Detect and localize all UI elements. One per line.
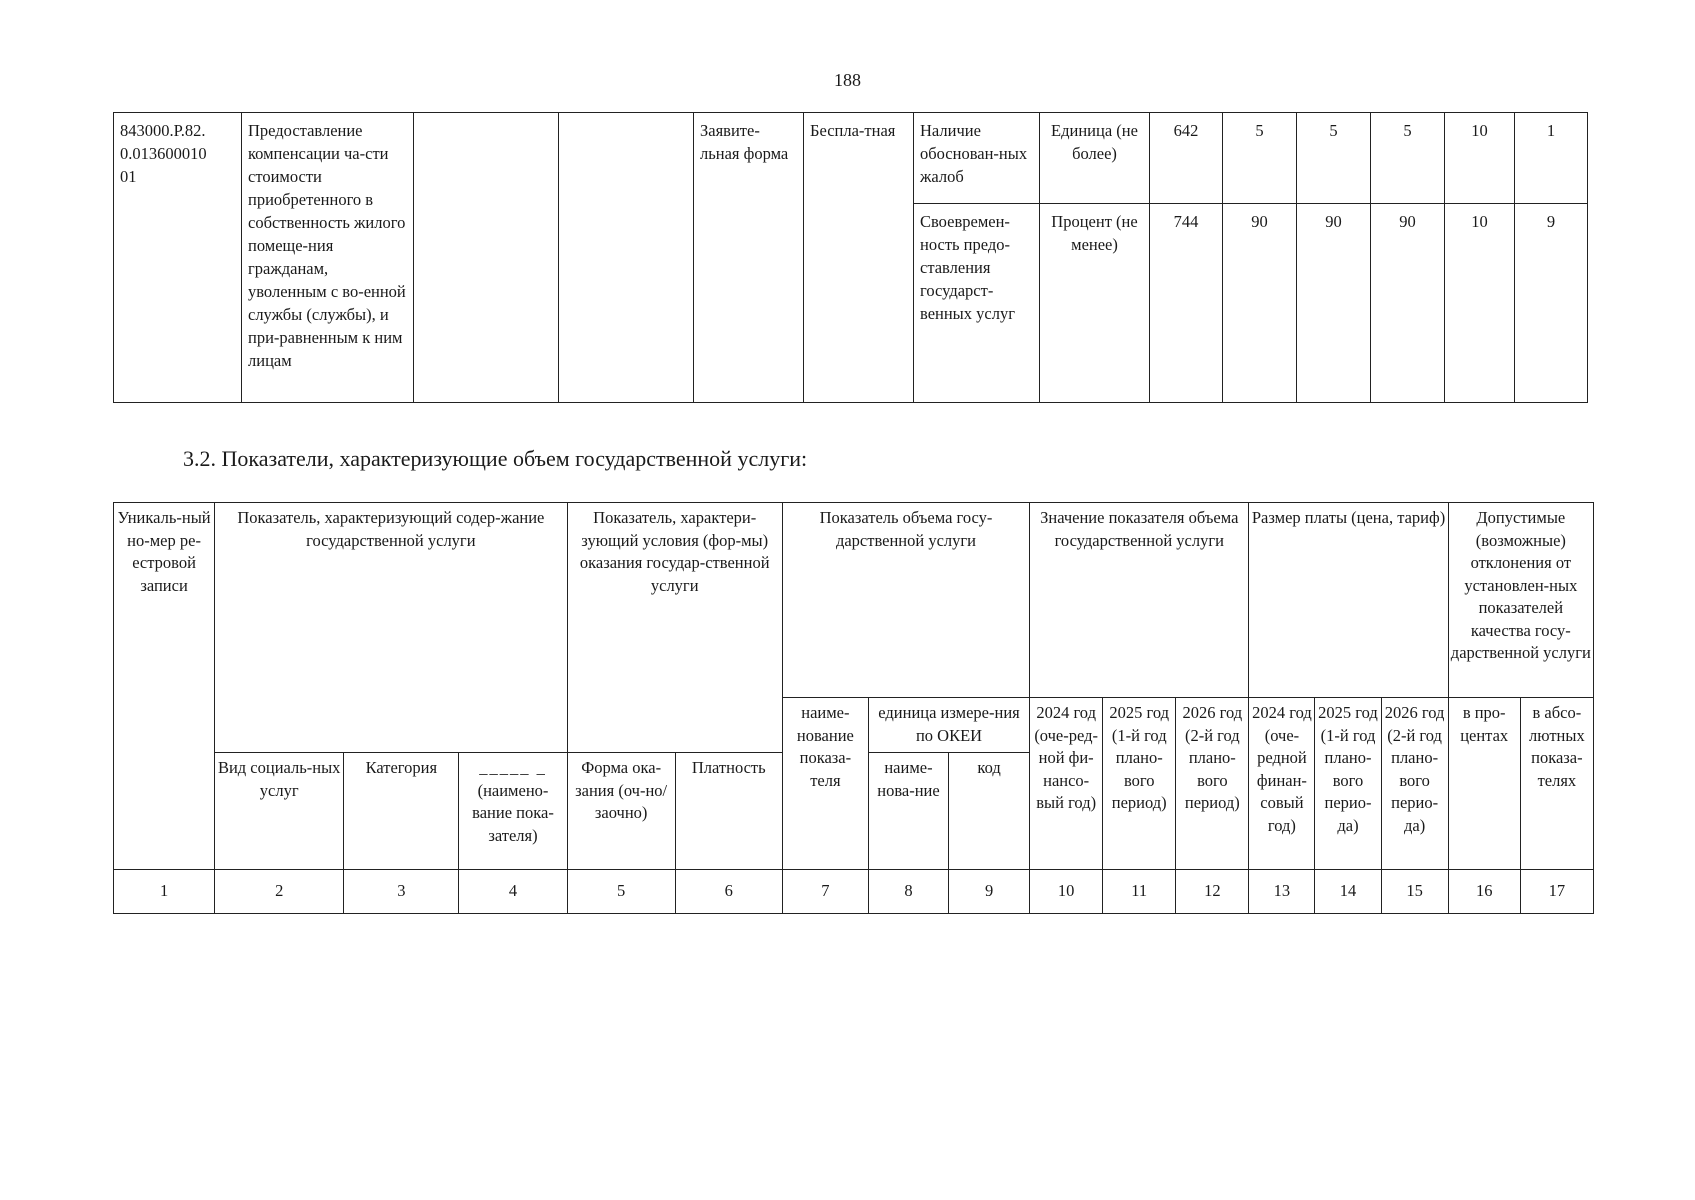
header-unit-okei: единица измере-ния по ОКЕИ xyxy=(868,698,1029,753)
header-deviation-absolute: в абсо-лютных показа-телях xyxy=(1520,698,1593,870)
header-deviation: Допустимые (возможные) отклонения от установлен-ных показателей качества госу-дарственной услуги xyxy=(1448,503,1593,698)
column-number: 5 xyxy=(567,870,675,914)
empty-cell-4 xyxy=(559,113,694,403)
header-row-1 xyxy=(114,503,1594,698)
quality-row-complaints xyxy=(114,113,1588,204)
header-deviation-percent: в про-центах xyxy=(1448,698,1520,870)
header-indicator-name: наиме-нование показа-теля xyxy=(782,698,868,870)
column-number: 10 xyxy=(1030,870,1103,914)
header-value-2024: 2024 год (оче-ред-ной фи-нансо-вый год) xyxy=(1030,698,1103,870)
header-blank-indicator xyxy=(459,753,567,870)
value-2026-cell: 90 xyxy=(1371,204,1445,403)
column-number: 16 xyxy=(1448,870,1520,914)
column-number: 4 xyxy=(459,870,567,914)
header-category: Категория xyxy=(344,753,459,870)
column-number: 12 xyxy=(1176,870,1249,914)
column-number: 15 xyxy=(1381,870,1448,914)
header-content: Показатель, характеризующий содер-жание государственной услуги xyxy=(215,503,567,753)
header-form: Форма ока-зания (оч-но/заочно) xyxy=(567,753,675,870)
column-number: 2 xyxy=(215,870,344,914)
column-number: 3 xyxy=(344,870,459,914)
column-number: 6 xyxy=(675,870,782,914)
deviation-absolute-cell: 9 xyxy=(1515,204,1588,403)
column-number: 13 xyxy=(1249,870,1315,914)
column-number: 9 xyxy=(949,870,1030,914)
unit-cell: Единица (не более) xyxy=(1040,113,1150,204)
blank-dash-line: _____ _ xyxy=(479,758,547,777)
value-2025-cell: 5 xyxy=(1297,113,1371,204)
column-number: 11 xyxy=(1103,870,1176,914)
payment-cell: Беспла-тная xyxy=(804,113,914,403)
deviation-percent-cell: 10 xyxy=(1445,113,1515,204)
header-fee-2024: 2024 год (оче-редной финан-совый год) xyxy=(1249,698,1315,870)
column-number: 7 xyxy=(782,870,868,914)
header-social-type: Вид социаль-ных услуг xyxy=(215,753,344,870)
registry-number-cell: 843000.Р.82. 0.013600010 01 xyxy=(114,113,242,403)
header-fee: Размер платы (цена, тариф) xyxy=(1249,503,1448,698)
header-unit-code: код xyxy=(949,753,1030,870)
header-unit-name: наиме-нова-ние xyxy=(868,753,948,870)
column-number-row xyxy=(114,870,1594,914)
header-volume: Показатель объема госу-дарственной услуги xyxy=(782,503,1029,698)
form-cell: Заявите-льная форма xyxy=(694,113,804,403)
okei-code-cell: 642 xyxy=(1150,113,1223,204)
unit-cell: Процент (не менее) xyxy=(1040,204,1150,403)
empty-cell-3 xyxy=(414,113,559,403)
header-value: Значение показателя объема государственной услуги xyxy=(1030,503,1249,698)
indicator-cell: Наличие обоснован-ных жалоб xyxy=(914,113,1040,204)
indicator-cell: Своевремен-ность предо-ставления государст-венных услуг xyxy=(914,204,1040,403)
deviation-absolute-cell: 1 xyxy=(1515,113,1588,204)
value-2026-cell: 5 xyxy=(1371,113,1445,204)
value-2025-cell: 90 xyxy=(1297,204,1371,403)
volume-indicators-table xyxy=(113,502,1594,914)
header-value-2025: 2025 год (1-й год плано-вого период) xyxy=(1103,698,1176,870)
page-number: 188 xyxy=(834,70,861,90)
header-payment: Платность xyxy=(675,753,782,870)
column-number: 8 xyxy=(868,870,948,914)
header-fee-2026: 2026 год (2-й год плано-вого перио-да) xyxy=(1381,698,1448,870)
header-fee-2025: 2025 год (1-й год плано-вого перио-да) xyxy=(1315,698,1381,870)
okei-code-cell: 744 xyxy=(1150,204,1223,403)
deviation-percent-cell: 10 xyxy=(1445,204,1515,403)
column-number: 1 xyxy=(114,870,215,914)
column-number: 17 xyxy=(1520,870,1593,914)
value-2024-cell: 5 xyxy=(1223,113,1297,204)
column-number: 14 xyxy=(1315,870,1381,914)
section-heading: 3.2. Показатели, характеризующие объем государственной услуги: xyxy=(183,446,808,471)
header-conditions: Показатель, характери-зующий условия (фор-мы) оказания государ-ственной услуги xyxy=(567,503,782,753)
value-2024-cell: 90 xyxy=(1223,204,1297,403)
service-content-cell: Предоставление компенсации ча-сти стоимости приобретенного в собственность жилого помеще-ния гражданам, уволенным с во-енной службы (службы), и при-равненным к ним лицам xyxy=(242,113,414,403)
blank-indicator-caption: (наимено-вание пока-зателя) xyxy=(472,780,554,845)
quality-indicators-table xyxy=(113,112,1588,403)
header-value-2026: 2026 год (2-й год плано-вого период) xyxy=(1176,698,1249,870)
header-registry: Уникаль-ный но-мер ре-естровой записи xyxy=(114,503,215,870)
